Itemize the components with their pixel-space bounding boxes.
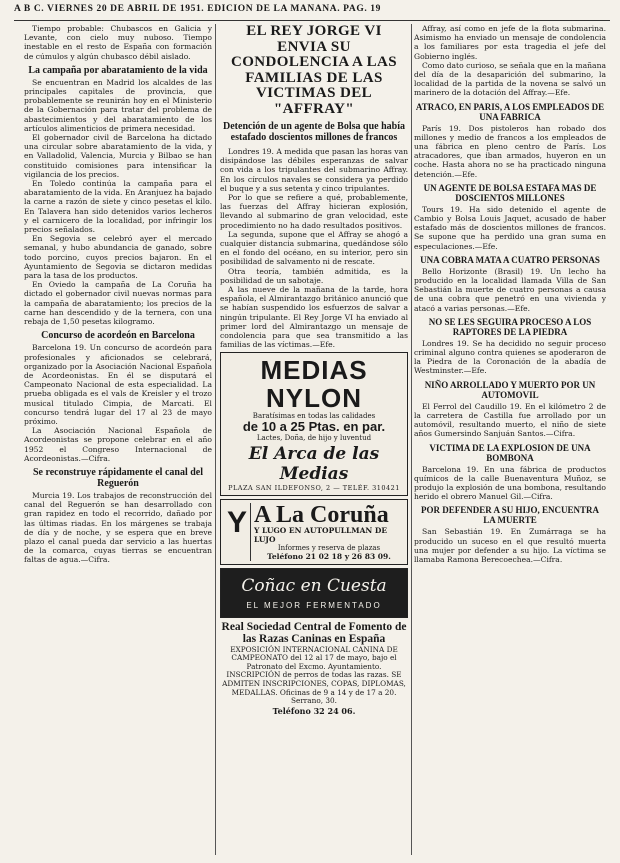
headline-defender-hijo: POR DEFENDER A SU HIJO, ENCUENTRA LA MUERTE (420, 505, 600, 526)
page-header: A B C. VIERNES 20 DE ABRIL DE 1951. EDICION DE LA MAÑANA. PAG. 19 (14, 4, 610, 21)
article-paragraph: Por lo que se refiere a qué, probablemente, las fuerzas del Affray hicieran explosión, llevando al submarino de gran velocidad, este procedimiento no ha dado resultados positivos. (220, 193, 408, 230)
column-rule (215, 24, 216, 855)
subheadline-agente-bolsa: Detención de un agente de Bolsa que había estafado doscientos millones de francos (223, 121, 405, 143)
ad-conac (220, 568, 408, 617)
ad-line: Y LUGO EN AUTOPULLMAN DE LUJO (254, 526, 388, 544)
ad-address: PLAZA SAN ILDEFONSO, 2 — TELÉF. 310421 (228, 484, 400, 493)
ad-line: Informes y reserva de plazas (277, 544, 381, 553)
article-paragraph: Barcelona 19. Un concurso de acordeón para profesionales y aficionados se celebrará, organizado por la Asociación Nacional Española de Acordeonistas. En él se disputará el Campeonato Nacional de esta especialidad. La prueba obligada es el vals de Kreisler y el trozo musical titulado Cimpia, de Marcati. El concurso tendrá lugar del 17 al 23 de mayo próximo. (24, 343, 212, 426)
article-paragraph: El gobernador civil de Barcelona ha dictado una circular sobre abaratamiento de la vida, y en Valladolid, Valencia, Murcia y Bilbao se han constituido comisiones para intensificar la vigilancia de los precios. (24, 133, 212, 179)
headline-abaratamiento: La campaña por abaratamiento de la vida (28, 64, 208, 76)
article-paragraph: Bello Horizonte (Brasil) 19. Un lecho ha producido en la localidad llamada Villa de San Sebastián la muerte de cuatro personas a causa de una cobra que penetró en una vivienda y atacó a varias personas.—Efe. (414, 266, 606, 313)
ad-slogan: EL MEJOR FERMENTADO (246, 601, 382, 611)
headline-agente-bolsa: UN AGENTE DE BOLSA ESTAFA MAS DE DOSCIENTOS MILLONES (423, 182, 597, 203)
ad-medias-nylon (220, 352, 408, 496)
ad-title: A La Coruña (254, 502, 389, 529)
article-paragraph: El Ferrol del Caudillo 19. En el kilómetro 2 de la carretera de Castilla fue arrollado por un automóvil, resultando muerto, el niño de siete años Gumersindo Sanjuán Santos.—Cifra. (414, 401, 606, 439)
article-paragraph: En Toledo continúa la campaña para el abaratamiento de la vida. En Aranjuez ha bajado la carne a razón de siete y cinco pesetas el kilo. En Talavera han sido detenidos varios lecheros y el carnicero de la localidad, por infringir los precios señalados. (24, 179, 212, 235)
article-paragraph: La segunda, supone que el Affray se ahogó a cualquier distancia submarina, quedándose sólo en el fondo del océano, en su interior, pero sin posibilidad de salvamento ni de rescate. (220, 229, 408, 267)
ad-shop-name: El Arca de las Medias (248, 444, 380, 485)
article-paragraph: San Sebastián 19. En Zumárraga se ha producido un suceso en el que resultó muerta una mujer por defender a su hijo. La víctima se llamaba Ramona Berecoechea.—Cifra. (414, 527, 606, 564)
article-paragraph: Otra teoría, también admitida, es la posibilidad de un sabotaje. (220, 266, 408, 285)
article-paragraph: En Segovia se celebró ayer el mercado semanal, y hubo abundancia de ganado, sobre todo porcino, cuyos precios bajaron. En el Ayuntamiento de Segovia se dictaron medidas para la tasa de los productos. (24, 234, 212, 281)
article-paragraph: París 19. Dos pistoleros han robado dos millones y medio de francos a los empleados de una fábrica en pleno centro de París. Los atracadores, que iban armados, huyeron en un coche. Hasta ahora no se ha practicado ninguna detención.—Efe. (414, 123, 606, 179)
article-paragraph: Affray, así como en jefe de la flota submarina. Asimismo ha enviado un mensaje de condolencia a los familiares por esta tragedia el jefe del Gobierno inglés. (414, 24, 606, 61)
headline-acordeon: Concurso de acordeón en Barcelona (41, 330, 195, 342)
article-paragraph: Tours 19. Ha sido detenido el agente de Cambio y Bolsa Louis Jaquet, acusado de haber estafado más de doscientos millones de francos. Se supone que ha perdido una gran suma en especulaciones.—Efe. (414, 204, 606, 251)
headline-bombona: VICTIMA DE LA EXPLOSION DE UNA BOMBONA (429, 442, 591, 463)
article-paragraph: Como dato curioso, se señala que en la mañana del día de la desaparición del submarino, la localidad de la partida de la novena se salvó un marinero de la dotación del Affray.—Efe. (414, 60, 606, 98)
headline-atraco-paris: ATRACO, EN PARIS, A LOS EMPLEADOS DE UNA FABRICA (415, 101, 605, 122)
headline-rey-jorge: EL REY JORGE VI ENVIA SU CONDOLENCIA A LAS FAMILIAS DE LAS VICTIMAS DEL "AFFRAY" (230, 24, 397, 117)
ad-letter: Y (224, 503, 251, 561)
ad-phone: Teléfono 21 02 18 y 26 83 09. (267, 552, 391, 562)
article-paragraph: Londres 19. A medida que pasan las horas van disipándose las débiles esperanzas de salvar con vida a los tripulantes del submarino Affray. En los círculos navales se considera ya perdido el buque y a sus setenta y cinco tripulantes. (220, 147, 408, 193)
headline-piedra: NO SE LES SEGUIRA PROCESO A LOS RAPTORES DE LA PIEDRA (428, 316, 592, 337)
ad-sociedad-canina (220, 621, 408, 716)
ad-title: MEDIAS NYLON (260, 355, 368, 414)
ad-price: de 10 a 25 Ptas. en par. (242, 419, 386, 435)
article-paragraph: Murcia 19. Los trabajos de reconstrucción del canal del Reguerón se han desarrollado con gran rapidez en todo el recorrido, dañado por las últimas riadas. En los márgenes se trabaja de día y de noche, y se espera que en breve plazo el canal pueda dar servicio a las huertas de la comarca, cuyas tierras se encuentran faltas de agua.—Cifra. (24, 490, 212, 565)
article-paragraph: A las nueve de la mañana de la tarde, hora española, el Almirantazgo británico anunció que se habían suspendido los esfuerzos de salvar a ningún tripulante. El Rey Jorge VI ha enviado al primer lord del Almirantazgo un mensaje de condolencia para que sea transmitido a las familias de las víctimas.—Efe. (220, 285, 408, 350)
headline-reguerón: Se reconstruye rápidamente el canal del Reguerón (32, 466, 204, 489)
ad-line: Baratísimas en todas las calidades (252, 412, 376, 421)
article-paragraph: Se encuentran en Madrid los alcaldes de las principales capitales de provincia, que probablemente se reunirán hoy en el Ministerio de la Gobernación para tratar del problema de abastecimientos y del abaratamiento de los artículos alimenticios de primera necesidad. (24, 77, 212, 133)
article-paragraph: Londres 19. Se ha decidido no seguir proceso criminal alguno contra quienes se apoderaron de la Piedra de la Coronación de la abadía de Westminster.—Efe. (414, 338, 606, 376)
article-paragraph: Barcelona 19. En una fábrica de productos químicos de la calle Buenaventura Muñoz, se produjo la explosión de una bombona, resultando herido el obrero Manuel Gil.—Cifra. (414, 464, 606, 502)
ad-la-coruna (220, 499, 408, 565)
ad-line: Lactes, Doña, de hijo y luventud (256, 434, 372, 443)
ad-title: Real Sociedad Central de Fomento de las Razas Caninas en España (221, 620, 407, 646)
column-rule (411, 24, 412, 855)
weather-text: Tiempo probable: Chubascos en Galicia y Levante, con cielo muy nuboso. Tiempo inestable en el resto de España con formación de cúmulos y algún chubasco débil aislado. (24, 24, 212, 61)
ad-phone: Teléfono 32 24 06. (272, 705, 356, 716)
headline-cobra: UNA COBRA MATA A CUATRO PERSONAS (420, 254, 600, 265)
article-paragraph: En Oviedo la campaña de La Coruña ha dictado el gobernador civil nuevas normas para la campaña de abaratamiento; los precios de la carne han descendido y de la ternera, con una rebaja de 1,50 pesetas kilogramo. (24, 280, 212, 327)
column-left (24, 24, 212, 857)
headline-nino-arrollado: NIÑO ARROLLADO Y MUERTO POR UN AUTOMOVIL (424, 379, 596, 400)
column-middle (220, 24, 408, 857)
ad-body: EXPOSICIÓN INTERNACIONAL CANINA DE CAMPEONATO del 12 al 17 de mayo, bajo el Patronato del Excmo. Ayuntamiento. INSCRIPCIÓN de perros de todas las razas. SE ADMITEN INSCRIPCIONES, COPAS, DIPLOMAS, MEDALLAS. Oficinas de 9 a 14 y de 17 a 20. Serrano, 30. (222, 644, 406, 706)
column-right (414, 24, 606, 857)
article-paragraph: La Asociación Nacional Española de Acordeonistas se propone celebrar en el año 1952 el Congreso Internacional de Acordeonistas.—Cifra. (24, 426, 212, 463)
ad-title: Coñac en Cuesta (241, 576, 387, 597)
